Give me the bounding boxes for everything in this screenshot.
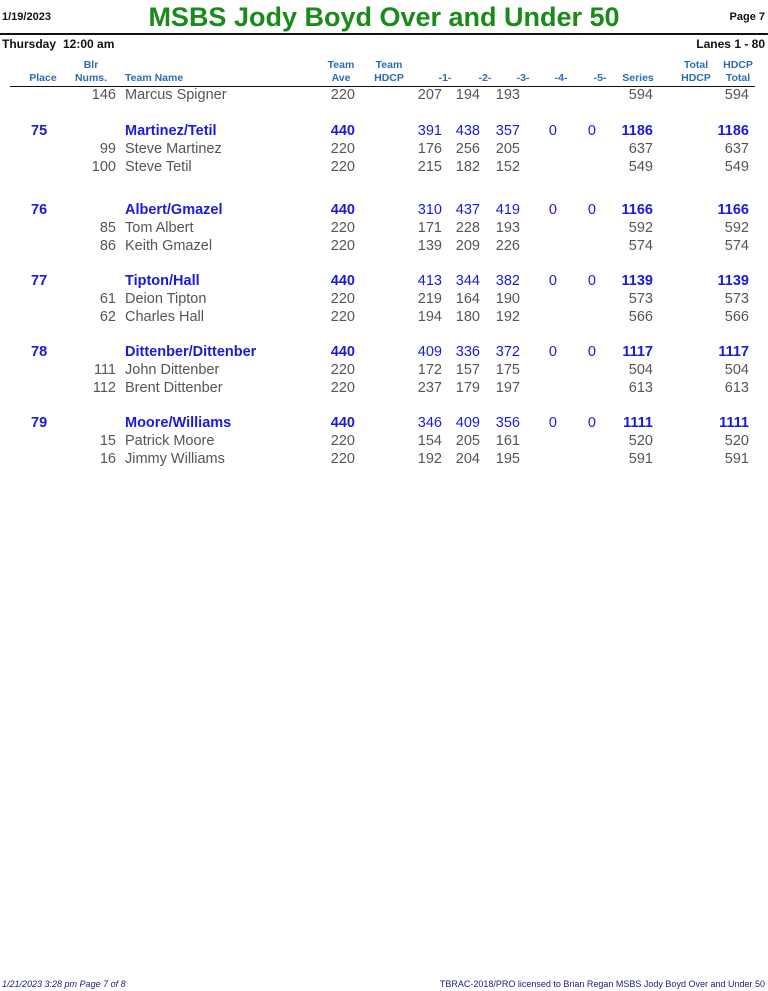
col-place: Place — [29, 72, 57, 84]
bowler-row — [0, 237, 768, 255]
bowler-average: 220 — [330, 309, 355, 325]
bowler-hdcp-total: 549 — [724, 159, 749, 175]
team-row — [0, 272, 768, 290]
bowler-series: 574 — [628, 238, 653, 254]
team-hdcp-total: 1186 — [717, 123, 749, 139]
team-game-3: 357 — [495, 123, 520, 139]
bowler-game-3: 205 — [495, 141, 520, 157]
bowler-game-1: 219 — [417, 291, 442, 307]
bowler-series: 594 — [628, 87, 653, 103]
bowler-game-3: 193 — [495, 87, 520, 103]
team-average: 440 — [330, 202, 355, 218]
team-row — [0, 414, 768, 432]
team-name: Moore/Williams — [125, 415, 232, 431]
footer-license: TBRAC-2018/PRO licensed to Brian Regan MSBS Jody Boyd Over and Under 50 — [439, 979, 765, 989]
bowler-name: Jimmy Williams — [125, 451, 225, 467]
bowler-number: 100 — [91, 159, 116, 175]
team-place: 79 — [31, 415, 48, 431]
bowler-game-3: 192 — [495, 309, 520, 325]
bowler-series: 591 — [628, 451, 653, 467]
team-row — [0, 201, 768, 219]
bowler-hdcp-total: 520 — [724, 433, 749, 449]
team-game-2: 336 — [455, 344, 480, 360]
col-game-1: -1- — [438, 72, 452, 84]
team-hdcp-total: 1166 — [717, 202, 749, 218]
team-series: 1186 — [621, 123, 653, 139]
team-game-1: 310 — [417, 202, 442, 218]
bowler-hdcp-total: 574 — [724, 238, 749, 254]
bowler-row — [0, 432, 768, 450]
bowler-average: 220 — [330, 362, 355, 378]
bowler-row — [0, 290, 768, 308]
bowler-name: Charles Hall — [125, 309, 204, 325]
team-hdcp-total: 1111 — [719, 415, 749, 431]
team-game-1: 346 — [417, 415, 442, 431]
bowler-row — [0, 86, 768, 104]
team-game-5: 0 — [587, 273, 596, 289]
team-game-5: 0 — [587, 123, 596, 139]
team-place: 76 — [31, 202, 48, 218]
bowler-game-2: 182 — [455, 159, 480, 175]
team-game-2: 409 — [455, 415, 480, 431]
team-game-4: 0 — [548, 344, 557, 360]
team-game-2: 438 — [455, 123, 480, 139]
team-game-5: 0 — [587, 344, 596, 360]
bowler-number: 111 — [93, 362, 116, 378]
bowler-average: 220 — [330, 159, 355, 175]
bowler-average: 220 — [330, 380, 355, 396]
team-row — [0, 343, 768, 361]
bowler-series: 520 — [628, 433, 653, 449]
team-hdcp-total: 1139 — [717, 273, 749, 289]
bowler-game-1: 207 — [417, 87, 442, 103]
team-game-5: 0 — [587, 202, 596, 218]
bowler-game-3: 152 — [495, 159, 520, 175]
team-average: 440 — [330, 123, 355, 139]
bowler-game-1: 194 — [417, 309, 442, 325]
footer-print-info: 1/21/2023 3:28 pm Page 7 of 8 — [2, 979, 126, 989]
bowler-name: John Dittenber — [125, 362, 220, 378]
col-game-3: -3- — [516, 72, 530, 84]
bowler-average: 220 — [330, 291, 355, 307]
bowler-number: 112 — [92, 380, 116, 396]
bowler-name: Deion Tipton — [125, 291, 207, 307]
team-game-4: 0 — [548, 202, 557, 218]
team-game-3: 419 — [495, 202, 520, 218]
bowler-series: 573 — [628, 291, 653, 307]
bowler-game-3: 190 — [495, 291, 520, 307]
bowler-average: 220 — [330, 238, 355, 254]
team-series: 1117 — [622, 344, 653, 360]
bowler-hdcp-total: 591 — [724, 451, 749, 467]
bowler-game-3: 193 — [495, 220, 520, 236]
bowler-game-3: 175 — [495, 362, 520, 378]
team-name: Albert/Gmazel — [125, 202, 223, 218]
team-game-1: 409 — [417, 344, 442, 360]
bowler-series: 566 — [628, 309, 653, 325]
bowler-hdcp-total: 594 — [724, 87, 749, 103]
team-game-1: 413 — [417, 273, 442, 289]
team-game-5: 0 — [587, 415, 596, 431]
bowler-hdcp-total: 504 — [724, 362, 749, 378]
bowler-number: 16 — [99, 451, 116, 467]
bowler-series: 592 — [628, 220, 653, 236]
league-day: Thursday — [2, 37, 57, 51]
bowler-series: 613 — [628, 380, 653, 396]
bowler-hdcp-total: 592 — [724, 220, 749, 236]
header-rule — [0, 33, 768, 35]
team-name: Martinez/Tetil — [125, 123, 217, 139]
bowler-game-2: 256 — [455, 141, 480, 157]
bowler-hdcp-total: 573 — [724, 291, 749, 307]
bowler-row — [0, 140, 768, 158]
team-name: Dittenber/Dittenber — [125, 344, 257, 360]
team-game-3: 382 — [495, 273, 520, 289]
bowler-number: 15 — [99, 433, 116, 449]
team-game-1: 391 — [417, 123, 442, 139]
bowler-name: Patrick Moore — [125, 433, 215, 449]
bowler-game-1: 192 — [417, 451, 442, 467]
bowler-number: 61 — [99, 291, 116, 307]
bowler-number: 85 — [99, 220, 116, 236]
bowler-game-3: 197 — [495, 380, 520, 396]
team-place: 78 — [31, 344, 48, 360]
col-game-2: -2- — [478, 72, 492, 84]
bowler-average: 220 — [330, 220, 355, 236]
team-average: 440 — [330, 344, 355, 360]
team-game-3: 356 — [495, 415, 520, 431]
bowler-row — [0, 379, 768, 397]
page-number: Page 7 — [729, 11, 765, 23]
bowler-game-2: 205 — [455, 433, 480, 449]
bowler-game-2: 209 — [455, 238, 480, 254]
bowler-number: 86 — [99, 238, 116, 254]
bowler-row — [0, 158, 768, 176]
col-team-name: Team Name — [125, 72, 184, 84]
bowler-game-2: 228 — [455, 220, 480, 236]
col-total-hdcp: Total HDCP — [681, 59, 711, 84]
team-series: 1166 — [621, 202, 653, 218]
bowler-game-3: 161 — [495, 433, 520, 449]
team-game-2: 344 — [455, 273, 480, 289]
bowler-name: Steve Tetil — [125, 159, 192, 175]
bowler-number: 62 — [99, 309, 116, 325]
bowler-series: 637 — [628, 141, 653, 157]
bowler-game-1: 176 — [417, 141, 442, 157]
team-average: 440 — [330, 415, 355, 431]
bowler-game-2: 179 — [455, 380, 480, 396]
team-series: 1111 — [623, 415, 653, 431]
bowler-name: Keith Gmazel — [125, 238, 213, 254]
bowler-game-1: 172 — [417, 362, 442, 378]
team-game-4: 0 — [548, 273, 557, 289]
report-date: 1/19/2023 — [2, 11, 51, 23]
team-place: 77 — [31, 273, 48, 289]
team-game-2: 437 — [455, 202, 480, 218]
col-game-5: -5- — [593, 72, 607, 84]
col-series: Series — [622, 72, 654, 84]
bowler-average: 220 — [330, 451, 355, 467]
col-team-hdcp: Team HDCP — [374, 59, 404, 84]
league-time: 12:00 am — [63, 37, 115, 51]
bowler-hdcp-total: 566 — [724, 309, 749, 325]
bowler-name: Marcus Spigner — [125, 87, 227, 103]
bowler-row — [0, 361, 768, 379]
team-name: Tipton/Hall — [125, 273, 200, 289]
team-row — [0, 122, 768, 140]
bowler-game-2: 157 — [455, 362, 480, 378]
bowler-row — [0, 450, 768, 468]
bowler-row — [0, 308, 768, 326]
col-game-4: -4- — [554, 72, 568, 84]
team-series: 1139 — [621, 273, 653, 289]
bowler-average: 220 — [330, 87, 355, 103]
bowler-hdcp-total: 637 — [724, 141, 749, 157]
bowler-series: 504 — [628, 362, 653, 378]
bowler-name: Tom Albert — [125, 220, 194, 236]
bowler-game-2: 194 — [455, 87, 480, 103]
bowler-game-2: 204 — [455, 451, 480, 467]
bowler-number: 146 — [91, 87, 116, 103]
bowler-game-3: 195 — [495, 451, 520, 467]
page-title: MSBS Jody Boyd Over and Under 50 — [148, 2, 620, 32]
bowler-name: Brent Dittenber — [125, 380, 223, 396]
col-team-ave: Team Ave — [327, 59, 355, 84]
bowler-game-1: 154 — [417, 433, 442, 449]
bowler-game-1: 139 — [417, 238, 442, 254]
team-average: 440 — [330, 273, 355, 289]
bowler-average: 220 — [330, 433, 355, 449]
team-game-4: 0 — [548, 415, 557, 431]
bowler-series: 549 — [628, 159, 653, 175]
col-blr-nums: Blr Nums. — [74, 59, 108, 84]
team-place: 75 — [31, 123, 48, 139]
bowler-name: Steve Martinez — [125, 141, 222, 157]
bowler-game-2: 180 — [455, 309, 480, 325]
team-game-4: 0 — [548, 123, 557, 139]
team-game-3: 372 — [495, 344, 520, 360]
bowler-game-1: 171 — [417, 220, 442, 236]
col-hdcp-total: HDCP Total — [723, 59, 753, 84]
bowler-row — [0, 219, 768, 237]
bowler-game-3: 226 — [495, 238, 520, 254]
lanes-range: Lanes 1 - 80 — [696, 37, 765, 51]
bowler-average: 220 — [330, 141, 355, 157]
bowler-number: 99 — [99, 141, 116, 157]
bowler-game-1: 237 — [417, 380, 442, 396]
team-hdcp-total: 1117 — [718, 344, 749, 360]
bowler-game-2: 164 — [455, 291, 480, 307]
bowler-game-1: 215 — [417, 159, 442, 175]
bowler-hdcp-total: 613 — [724, 380, 749, 396]
